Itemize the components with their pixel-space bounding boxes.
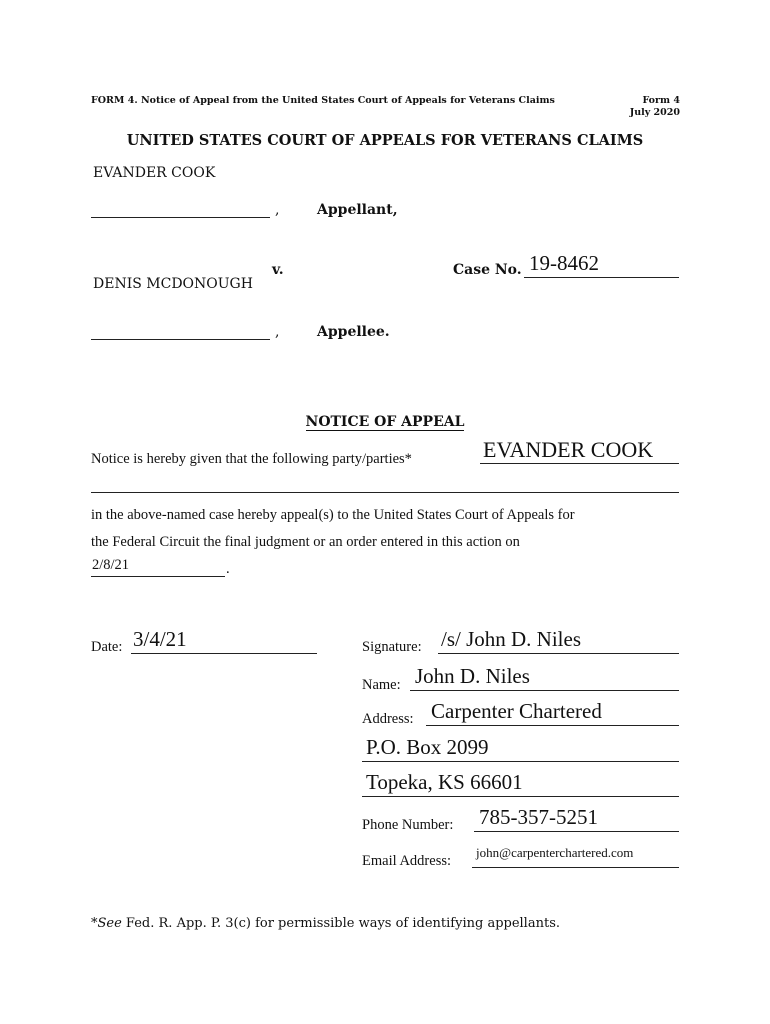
parties-continuation-line [91,492,679,493]
address-line-2[interactable]: P.O. Box 2099 [366,735,489,759]
notice-body-line2: the Federal Circuit the final judgment or an order entered in this action on [91,534,520,550]
notice-body-line1: in the above-named case hereby appeal(s) to the United States Court of Appeals for [91,507,575,523]
appellee-name-line [91,339,270,340]
appellant-name-line [91,217,270,218]
form-number: Form 4 [642,95,680,106]
case-number-line [524,277,679,278]
appellant-label: Appellant, [317,202,398,218]
date-value[interactable]: 3/4/21 [133,627,187,651]
address-label: Address: [362,711,414,727]
appellee-name: DENIS MCDONOUGH [93,276,253,292]
phone-line [474,831,679,832]
email-line [472,867,679,868]
form-date: July 2020 [629,107,680,118]
parties-value[interactable]: EVANDER COOK [483,437,654,462]
address-line-3-rule [362,796,679,797]
phone-value[interactable]: 785-357-5251 [479,805,598,829]
address-line-1-rule [426,725,679,726]
footnote-star: * [91,916,98,931]
email-value[interactable]: john@carpenterchartered.com [476,845,634,860]
appellant-comma: , [275,202,280,218]
signature-line [438,653,679,654]
judgment-date-period: . [226,561,230,577]
address-line-1[interactable]: Carpenter Chartered [431,699,602,723]
appellant-name: EVANDER COOK [93,165,216,181]
form-header-title: FORM 4. Notice of Appeal from the United States Court of Appeals for Veterans Claims [91,95,555,106]
versus-label: v. [272,262,284,278]
address-line-2-rule [362,761,679,762]
notice-intro: Notice is hereby given that the following party/parties* [91,451,412,467]
appellee-comma: , [275,324,280,340]
judgment-date-value[interactable]: 2/8/21 [92,557,130,573]
court-title: UNITED STATES COURT OF APPEALS FOR VETERANS CLAIMS [126,132,644,149]
case-number-label: Case No. [453,262,522,278]
phone-label: Phone Number: [362,817,454,833]
signature-value[interactable]: /s/ John D. Niles [441,627,582,651]
footnote-see: See [97,916,122,931]
notice-heading-text: NOTICE OF APPEAL [305,414,465,430]
appellee-label: Appellee. [317,324,390,340]
signature-label: Signature: [362,639,422,655]
judgment-date-line [91,576,225,577]
email-label: Email Address: [362,853,452,869]
footnote [91,916,560,931]
case-number-value[interactable]: 19-8462 [529,251,599,275]
name-label: Name: [362,677,401,693]
name-value[interactable]: John D. Niles [415,664,530,688]
date-line [131,653,317,654]
parties-line [480,463,679,464]
notice-heading [0,414,770,430]
date-label: Date: [91,639,123,655]
name-line [410,690,679,691]
footnote-text: Fed. R. App. P. 3(c) for permissible ways of identifying appellants. [121,916,560,931]
address-line-3[interactable]: Topeka, KS 66601 [366,770,523,794]
